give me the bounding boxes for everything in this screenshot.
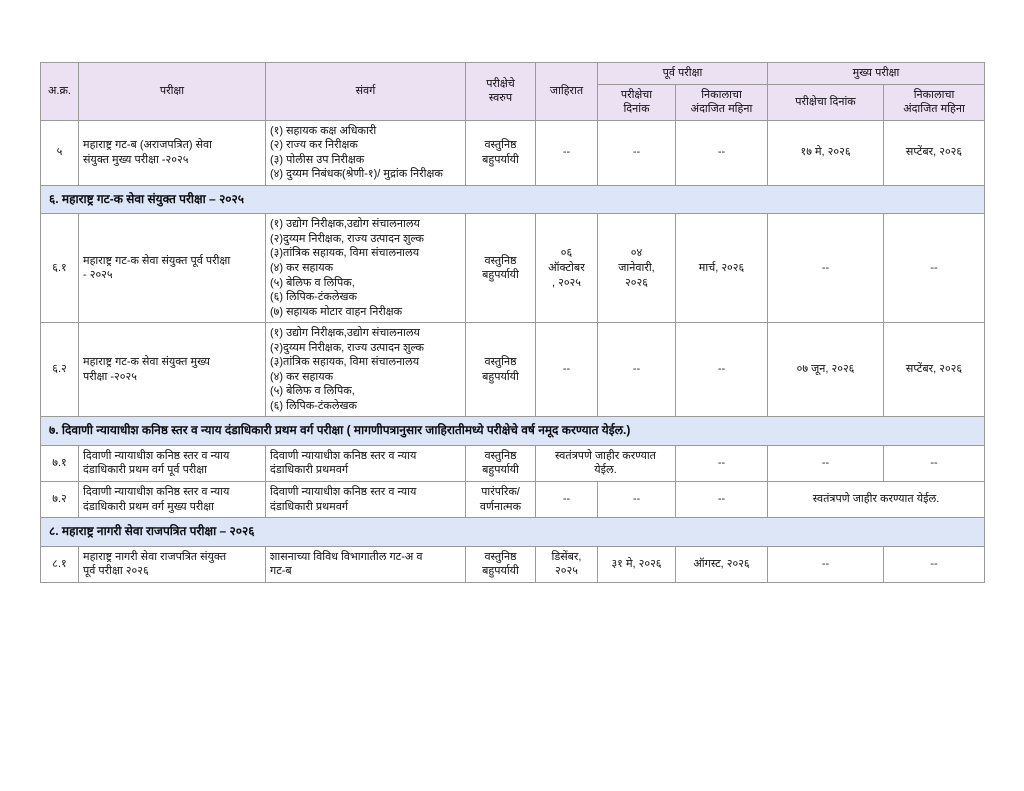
header-pre-result-line1: निकालाचा bbox=[701, 88, 742, 101]
cadre-item: (३)तांत्रिक सहायक, विमा संचालनालय bbox=[270, 356, 420, 369]
exam-name-line2: - २०२५ bbox=[83, 269, 113, 282]
cadre-item: (६) लिपिक-टंकलेखक bbox=[270, 399, 357, 412]
row-pre-exam-date: -- bbox=[598, 323, 676, 417]
cadre-item: (४) दुय्यम निबंधक(श्रेणी-१)/ मुद्रांक निरीक्षक bbox=[270, 168, 443, 181]
header-pre-exam-date bbox=[598, 84, 676, 120]
section-heading-row bbox=[41, 417, 985, 446]
header-main-result-line2: अंदाजित महिना bbox=[903, 103, 965, 116]
table-row bbox=[41, 214, 985, 323]
advertisement-line2: २०२५ bbox=[555, 565, 578, 578]
header-exam-type bbox=[466, 63, 536, 121]
exam-name-line2: दंडाधिकारी प्रथम वर्ग पूर्व परीक्षा bbox=[83, 464, 207, 477]
row-exam-type bbox=[466, 482, 536, 518]
exam-type-line1: वस्तुनिष्ठ bbox=[484, 139, 517, 152]
exam-name-line1: महाराष्ट्र गट-ब (अराजपत्रित) सेवा bbox=[83, 139, 212, 152]
pre-exam-date-line2: जानेवारी, bbox=[618, 261, 655, 274]
exam-type-line2: बहुपर्यायी bbox=[482, 269, 519, 282]
row-pre-result-month: -- bbox=[676, 120, 768, 185]
header-exam-type-line1: परीक्षेचे bbox=[486, 77, 515, 90]
table-row bbox=[41, 120, 985, 185]
cadre-item: दिवाणी न्यायाधीश कनिष्ठ स्तर व न्याय bbox=[270, 449, 417, 462]
row-cadre-list bbox=[266, 546, 466, 582]
header-main-result-line1: निकालाचा bbox=[913, 88, 955, 101]
header-exam-type-line2: स्वरुप bbox=[488, 92, 513, 105]
announcement-note-line1: स्वतंत्रपणे जाहीर करण्यात bbox=[555, 449, 656, 462]
row-exam-type bbox=[466, 323, 536, 417]
row-cadre-list bbox=[266, 120, 466, 185]
exam-name-line1: दिवाणी न्यायाधीश कनिष्ठ स्तर व न्याय bbox=[83, 449, 230, 462]
row-advertisement bbox=[536, 214, 598, 323]
table-row bbox=[41, 445, 985, 481]
exam-type-line1: वस्तुनिष्ठ bbox=[484, 254, 517, 267]
exam-schedule-table-wrapper bbox=[40, 62, 984, 583]
header-main-exam-date: परीक्षेचा दिनांक bbox=[768, 84, 884, 120]
exam-name-line2: परीक्षा -२०२५ bbox=[83, 370, 137, 383]
pre-exam-date-line1: ०४ bbox=[630, 247, 643, 260]
row-main-result-month: -- bbox=[884, 445, 985, 481]
row-main-exam-date: ०७ जून, २०२६ bbox=[768, 323, 884, 417]
row-main-result-month: सप्टेंबर, २०२६ bbox=[884, 323, 985, 417]
row-advertisement: -- bbox=[536, 482, 598, 518]
table-row bbox=[41, 482, 985, 518]
cadre-item: (५) बेलिफ व लिपिक, bbox=[270, 276, 355, 289]
row-pre-result-month: ऑगस्ट, २०२६ bbox=[676, 546, 768, 582]
row-serial: ६.२ bbox=[41, 323, 79, 417]
table-row bbox=[41, 546, 985, 582]
cadre-item: (२)दुय्यम निरीक्षक, राज्य उत्पादन शुल्क bbox=[270, 232, 424, 245]
row-advertisement bbox=[536, 546, 598, 582]
table-row bbox=[41, 323, 985, 417]
row-exam-name bbox=[79, 120, 266, 185]
advertisement-line2: ऑक्टोबर bbox=[548, 261, 585, 274]
header-pre-exam-date-line2: दिनांक bbox=[623, 103, 650, 116]
header-sr: अ.क्र. bbox=[41, 63, 79, 121]
cadre-item: (७) सहायक मोटार वाहन निरीक्षक bbox=[270, 305, 403, 318]
row-pre-result-month: -- bbox=[676, 482, 768, 518]
row-main-exam-date: -- bbox=[768, 546, 884, 582]
header-main-result-month bbox=[884, 84, 985, 120]
announcement-note-line2: येईल. bbox=[594, 464, 617, 477]
row-pre-result-month: -- bbox=[676, 323, 768, 417]
exam-name-line1: महाराष्ट्र गट-क सेवा संयुक्त मुख्य bbox=[83, 356, 210, 369]
cadre-item: (३) पोलीस उप निरीक्षक bbox=[270, 153, 365, 166]
exam-name-line2: दंडाधिकारी प्रथम वर्ग मुख्य परीक्षा bbox=[83, 500, 214, 513]
row-serial: ७.१ bbox=[41, 445, 79, 481]
row-exam-name bbox=[79, 214, 266, 323]
section-heading-row bbox=[41, 518, 985, 547]
exam-name-line1: महाराष्ट्र नागरी सेवा राजपत्रित संयुक्त bbox=[83, 550, 227, 563]
exam-type-line1: वस्तुनिष्ठ bbox=[484, 449, 517, 462]
row-pre-result-month: मार्च, २०२६ bbox=[676, 214, 768, 323]
header-pre-result-month bbox=[676, 84, 768, 120]
row-main-result-month: -- bbox=[884, 214, 985, 323]
exam-name-line2: संयुक्त मुख्य परीक्षा -२०२५ bbox=[83, 153, 189, 166]
cadre-item: (३)तांत्रिक सहायक, विमा संचालनालय bbox=[270, 247, 420, 260]
row-advertisement: -- bbox=[536, 120, 598, 185]
cadre-item: (२)दुय्यम निरीक्षक, राज्य उत्पादन शुल्क bbox=[270, 341, 424, 354]
row-pre-exam-date: -- bbox=[598, 120, 676, 185]
row-exam-type bbox=[466, 214, 536, 323]
row-pre-result-month: -- bbox=[676, 445, 768, 481]
exam-type-line1: वस्तुनिष्ठ bbox=[484, 550, 517, 563]
table-header bbox=[41, 63, 985, 121]
row-pre-exam-date: ३१ मे, २०२६ bbox=[598, 546, 676, 582]
exam-name-line1: महाराष्ट्र गट-क सेवा संयुक्त पूर्व परीक्षा bbox=[83, 254, 231, 267]
row-serial: ६.१ bbox=[41, 214, 79, 323]
advertisement-line3: , २०२५ bbox=[552, 276, 581, 289]
exam-type-line1: पारंपरिक/ bbox=[481, 486, 520, 498]
cadre-item: (५) बेलिफ व लिपिक, bbox=[270, 385, 355, 398]
row-serial: ५ bbox=[41, 120, 79, 185]
row-exam-type bbox=[466, 546, 536, 582]
header-pre-exam-group: पूर्व परीक्षा bbox=[598, 63, 768, 85]
row-serial: ७.२ bbox=[41, 482, 79, 518]
cadre-item: (२) राज्य कर निरीक्षक bbox=[270, 139, 358, 152]
row-exam-name bbox=[79, 323, 266, 417]
cadre-item: दिवाणी न्यायाधीश कनिष्ठ स्तर व न्याय bbox=[270, 486, 417, 498]
row-main-exam-date: १७ मे, २०२६ bbox=[768, 120, 884, 185]
row-cadre-list bbox=[266, 323, 466, 417]
advertisement-line1: ०६ bbox=[560, 247, 573, 260]
cadre-item: (१) सहायक कक्ष अधिकारी bbox=[270, 124, 377, 137]
row-exam-type bbox=[466, 120, 536, 185]
header-pre-exam-date-line1: परीक्षेचा bbox=[620, 88, 653, 101]
cadre-item: गट-ब bbox=[270, 565, 292, 578]
header-pre-result-line2: अंदाजित महिना bbox=[690, 103, 753, 116]
row-main-exam-date: -- bbox=[768, 214, 884, 323]
row-main-result-month: -- bbox=[884, 546, 985, 582]
row-main-exam-date: -- bbox=[768, 445, 884, 481]
exam-schedule-table bbox=[40, 62, 985, 583]
exam-name-line2: पूर्व परीक्षा २०२६ bbox=[83, 565, 149, 578]
exam-type-line2: बहुपर्यायी bbox=[482, 565, 519, 578]
section-heading-text: ६. महाराष्ट्र गट-क सेवा संयुक्त परीक्षा – २०२५ bbox=[41, 185, 985, 214]
header-advertisement: जाहिरात bbox=[536, 63, 598, 121]
header-row-top bbox=[41, 63, 985, 85]
cadre-item: (६) लिपिक-टंकलेखक bbox=[270, 291, 357, 304]
exam-type-line2: बहुपर्यायी bbox=[482, 153, 519, 166]
advertisement-line1: डिसेंबर, bbox=[551, 550, 582, 563]
header-cadre: संवर्ग bbox=[266, 63, 466, 121]
row-exam-name bbox=[79, 445, 266, 481]
row-pre-exam-date bbox=[598, 214, 676, 323]
exam-type-line1: वस्तुनिष्ठ bbox=[484, 356, 517, 369]
pre-exam-date-line3: २०२६ bbox=[625, 276, 648, 289]
row-exam-name bbox=[79, 482, 266, 518]
row-main-result-month: सप्टेंबर, २०२६ bbox=[884, 120, 985, 185]
section-heading-text: ७. दिवाणी न्यायाधीश कनिष्ठ स्तर व न्याय दंडाधिकारी प्रथम वर्ग परीक्षा ( मागणीपत्रानुसार जाहिरातीमध्ये परीक्षेचे वर्ष नमूद करण्यात येईल.) bbox=[41, 417, 985, 446]
row-exam-type bbox=[466, 445, 536, 481]
cadre-item: (४) कर सहायक bbox=[270, 370, 334, 383]
cadre-item: (४) कर सहायक bbox=[270, 261, 334, 274]
row-pre-exam-date: -- bbox=[598, 482, 676, 518]
row-main-announcement-note: स्वतंत्रपणे जाहीर करण्यात येईल. bbox=[768, 482, 985, 518]
header-exam: परीक्षा bbox=[79, 63, 266, 121]
header-main-exam-group: मुख्य परीक्षा bbox=[768, 63, 985, 85]
row-exam-name bbox=[79, 546, 266, 582]
row-cadre-list bbox=[266, 482, 466, 518]
row-advertisement: -- bbox=[536, 323, 598, 417]
row-cadre-list bbox=[266, 445, 466, 481]
row-announcement-note bbox=[536, 445, 676, 481]
row-serial: ८.१ bbox=[41, 546, 79, 582]
exam-name-line1: दिवाणी न्यायाधीश कनिष्ठ स्तर व न्याय bbox=[83, 486, 230, 498]
row-cadre-list bbox=[266, 214, 466, 323]
cadre-item: (१) उद्योग निरीक्षक,उद्योग संचालनालय bbox=[270, 327, 420, 340]
table-body bbox=[41, 120, 985, 582]
section-heading-text: ८. महाराष्ट्र नागरी सेवा राजपत्रित परीक्षा – २०२६ bbox=[41, 518, 985, 547]
cadre-item: दंडाधिकारी प्रथमवर्ग bbox=[270, 500, 349, 513]
section-heading-row bbox=[41, 185, 985, 214]
cadre-item: (१) उद्योग निरीक्षक,उद्योग संचालनालय bbox=[270, 218, 420, 231]
cadre-item: शासनाच्या विविध विभागातील गट-अ व bbox=[270, 550, 423, 563]
cadre-item: दंडाधिकारी प्रथमवर्ग bbox=[270, 464, 349, 477]
exam-type-line2: बहुपर्यायी bbox=[482, 370, 519, 383]
exam-type-line2: वर्णनात्मक bbox=[479, 500, 522, 513]
exam-type-line2: बहुपर्यायी bbox=[482, 464, 519, 477]
